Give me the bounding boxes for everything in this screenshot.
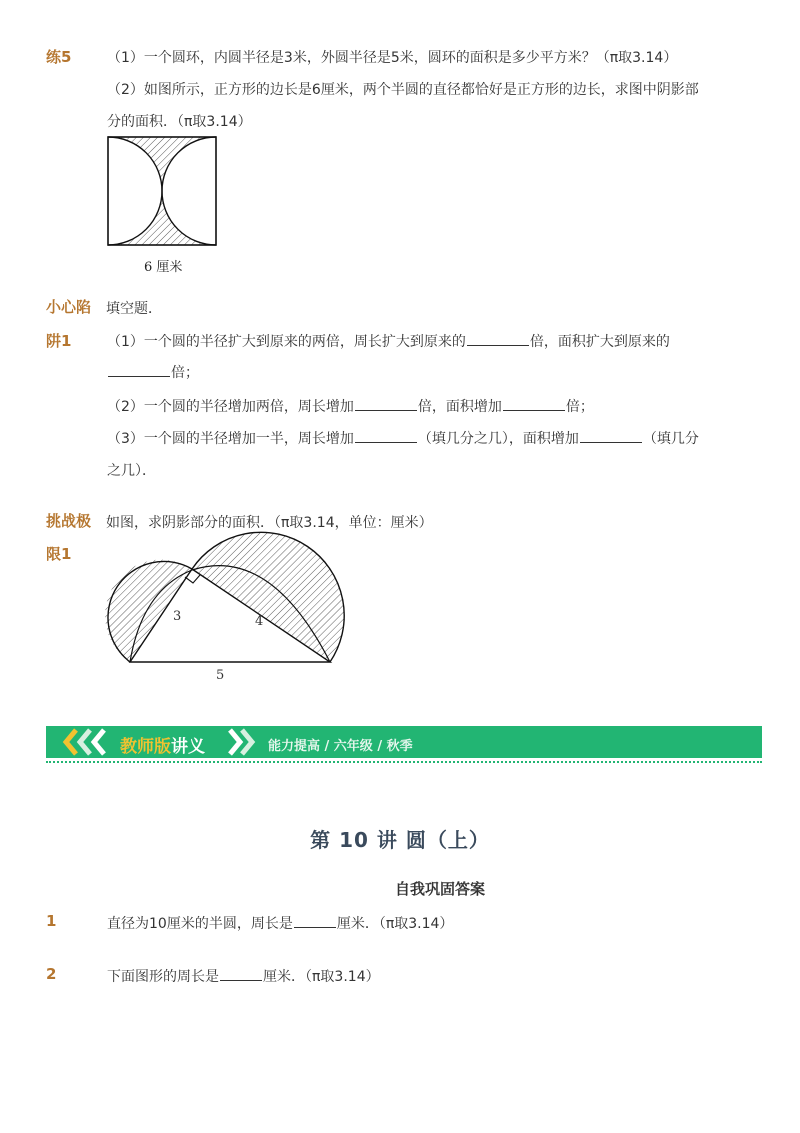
trap-1-intro: 填空题． [106, 301, 162, 317]
banner-title [120, 732, 205, 757]
chevron-left-icon [54, 726, 124, 758]
answer-2-text [107, 966, 380, 986]
side-label-3: 3 [173, 609, 182, 624]
trap-q2-part-c: 倍； [565, 399, 594, 415]
trap-1-question-3-cont: 之几）． [107, 463, 156, 479]
answer-blank [220, 966, 262, 981]
chevron-right-icon [224, 726, 260, 758]
answer-blank [355, 396, 417, 411]
dotted-divider [46, 761, 762, 763]
trap-q3-part-b: （填几分之几），面积增加 [417, 431, 579, 447]
trap-q1-part-a: （1）一个圆的半径扩大到原来的两倍，周长扩大到原来的 [107, 334, 466, 350]
answer-blank [580, 428, 642, 443]
banner-breadcrumb: 能力提高 / 六年级 / 秋季 [268, 739, 413, 754]
challenge-1-tag-line-1: 挑战极 [46, 512, 92, 530]
lesson-title: 第 10 讲 圆（上） [310, 828, 490, 852]
side-label-4: 4 [255, 614, 264, 629]
square-semicircles-figure [104, 134, 224, 254]
trap-1-tag-line-1: 小心陷 [46, 298, 92, 316]
triangle-semicircles-figure [100, 530, 360, 680]
trap-1-question-2 [107, 396, 594, 416]
teacher-edition-banner [46, 726, 762, 758]
trap-q3-part-a: （3）一个圆的半径增加一半，周长增加 [107, 431, 354, 447]
answer-2-part-b: 厘米．（π取3.14） [263, 969, 380, 985]
answer-1-part-b: 厘米．（π取3.14） [336, 916, 454, 932]
trap-q3-part-c: （填几分 [642, 431, 699, 447]
answer-1-number: 1 [46, 912, 57, 930]
exercise-5-question-2-line-1: （2）如图所示，正方形的边长是6厘米，两个半圆的直径都恰好是正方形的边长，求图中阴影部 [107, 82, 699, 98]
answer-2-number: 2 [46, 965, 57, 983]
exercise-5-question-1: （1）一个圆环，内圆半径是3米，外圆半径是5米，圆环的面积是多少平方米？（π取3.14） [107, 50, 678, 66]
answer-2-part-a: 下面图形的周长是 [107, 969, 219, 985]
trap-q1-part-b: 倍，面积扩大到原来的 [529, 334, 670, 350]
trap-1-question-1-cont [107, 362, 199, 382]
exercise-5-question-2-line-2: 分的面积．（π取3.14） [107, 114, 252, 130]
answer-blank [294, 913, 336, 928]
answer-1-text [107, 913, 453, 933]
answer-blank [355, 428, 417, 443]
challenge-1-tag-line-2: 限1 [46, 545, 72, 563]
answer-blank [467, 331, 529, 346]
trap-q1-part-c: 倍； [171, 365, 199, 381]
side-label-5: 5 [216, 668, 225, 683]
answer-1-part-a: 直径为10厘米的半圆，周长是 [107, 916, 293, 932]
trap-q2-part-a: （2）一个圆的半径增加两倍，周长增加 [107, 399, 354, 415]
answer-blank [503, 396, 565, 411]
answers-title: 自我巩固答案 [394, 880, 485, 898]
banner-title-part-2: 讲义 [171, 737, 205, 757]
trap-1-question-3 [107, 428, 699, 448]
challenge-1-question: 如图，求阴影部分的面积．（π取3.14，单位：厘米） [106, 515, 433, 531]
answer-blank [108, 362, 170, 377]
square-figure-caption: 6 厘米 [144, 260, 183, 275]
trap-1-tag-line-2: 阱1 [46, 332, 72, 350]
trap-1-question-1 [107, 331, 670, 351]
banner-title-part-1: 教师版 [120, 737, 171, 757]
trap-q2-part-b: 倍，面积增加 [417, 399, 502, 415]
exercise-5-tag: 练5 [46, 48, 72, 66]
